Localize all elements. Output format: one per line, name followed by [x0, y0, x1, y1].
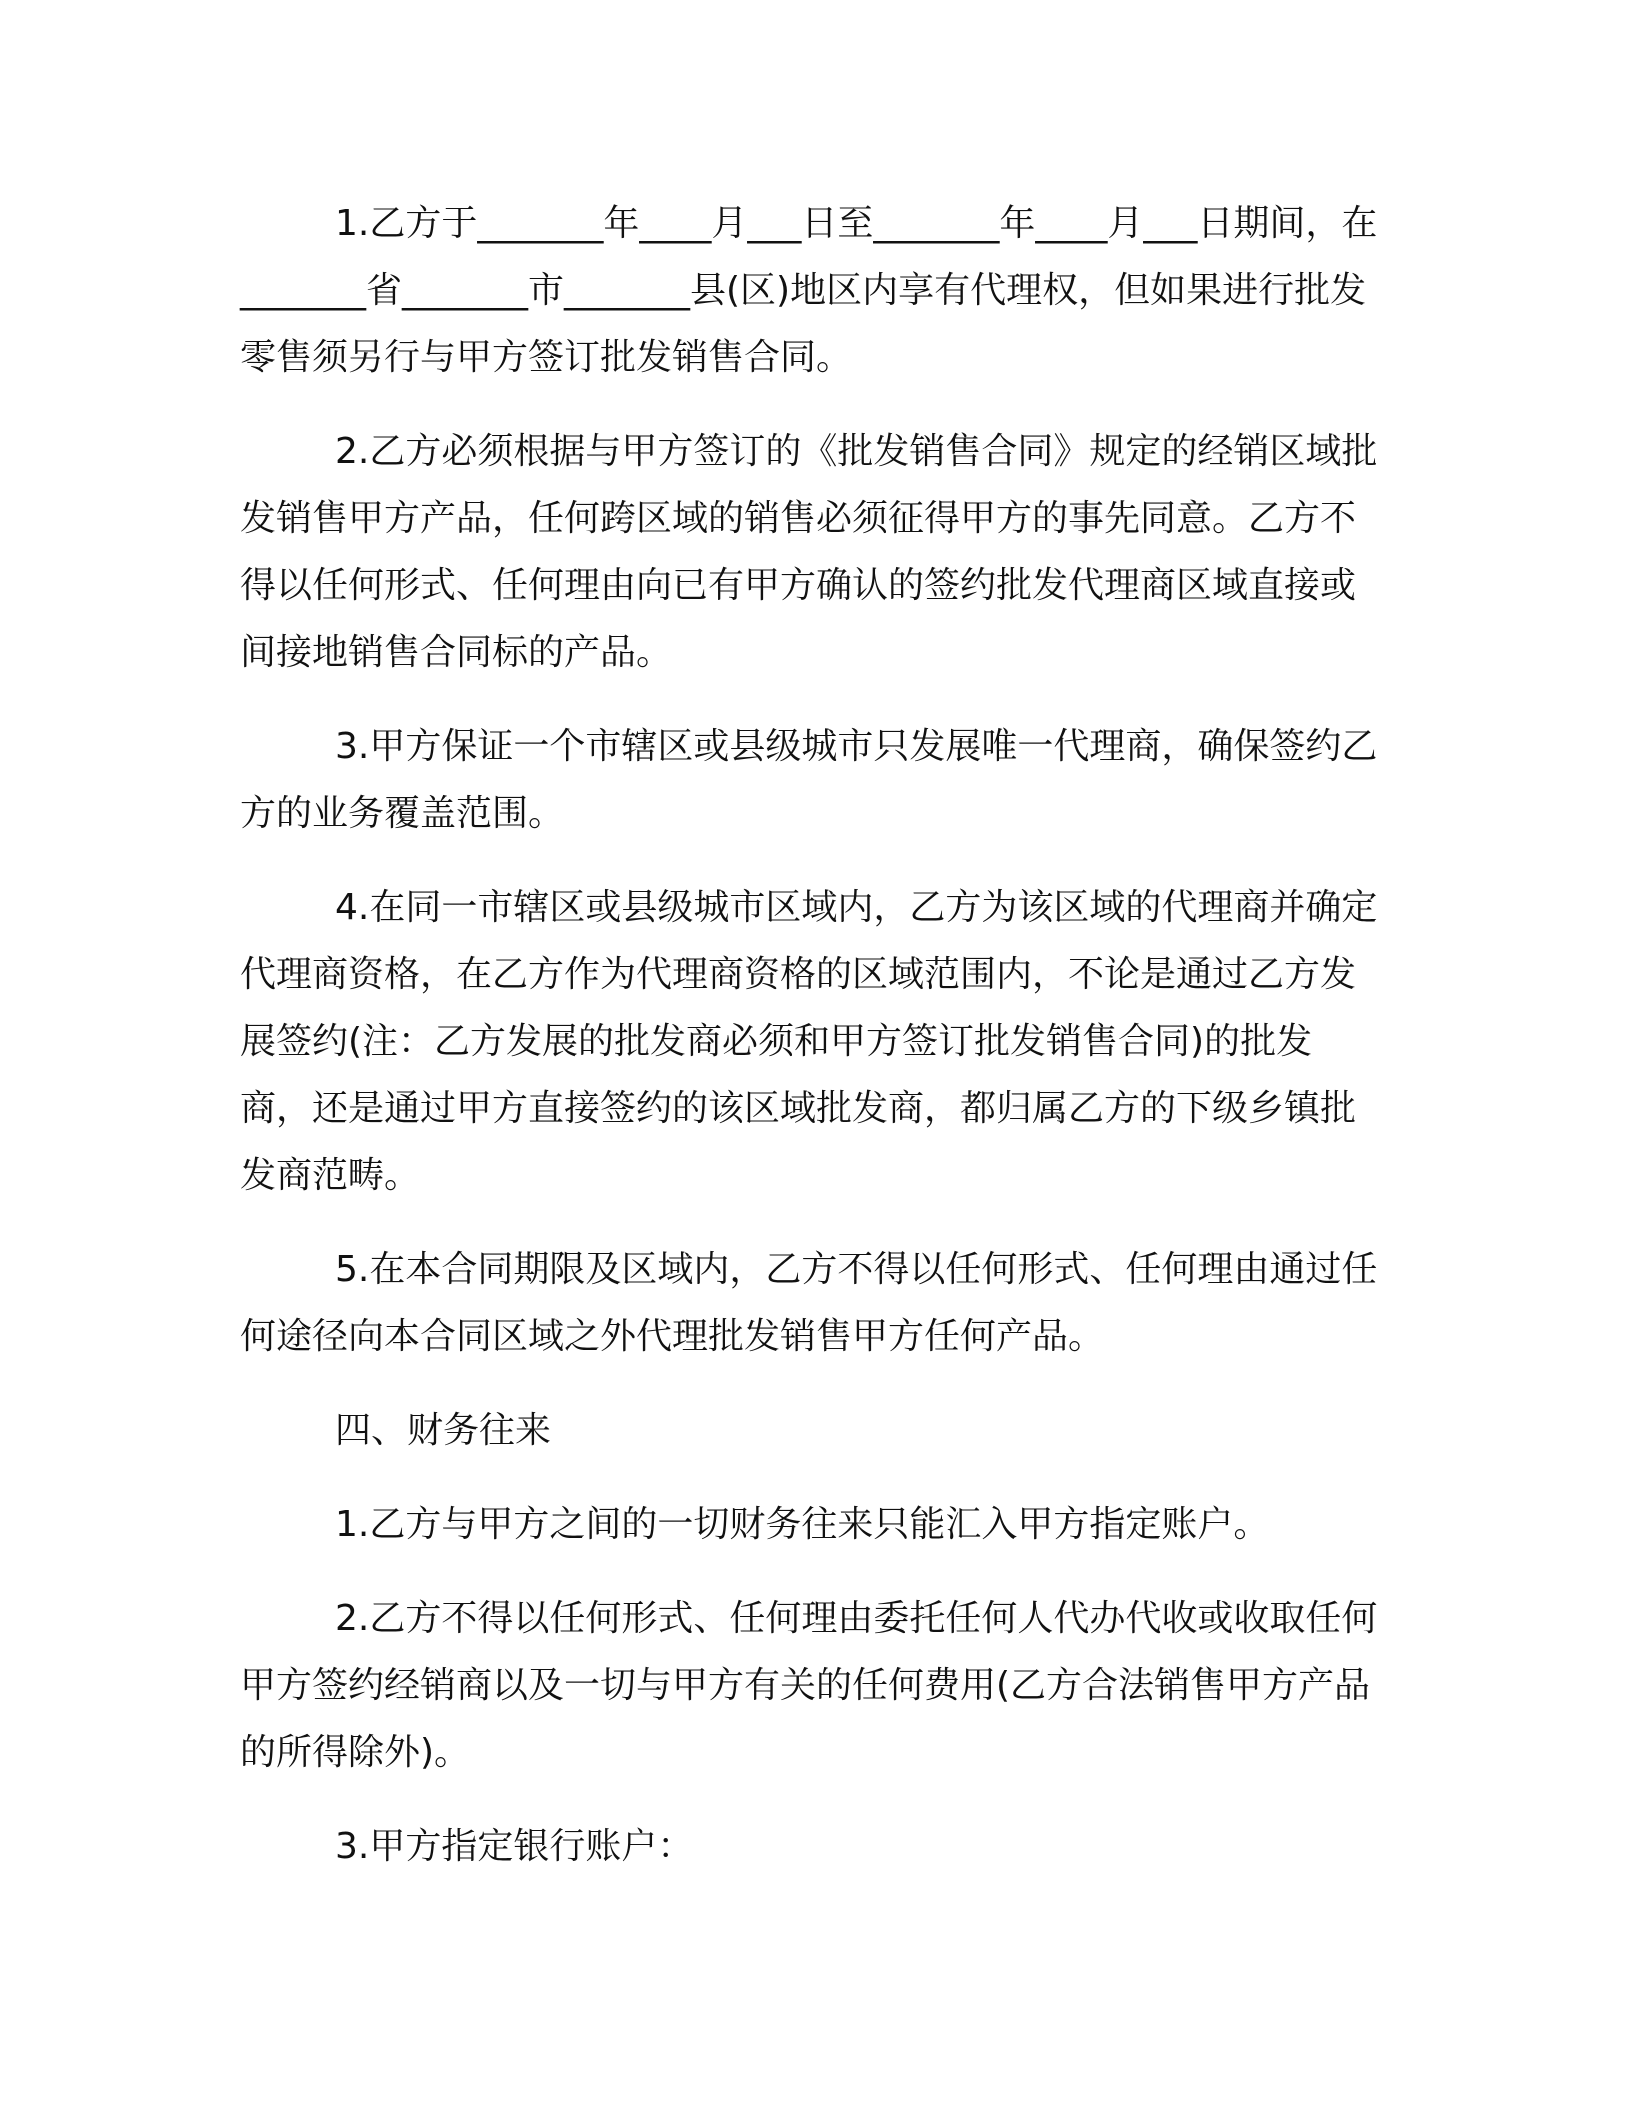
finance-clause-2: 2.乙方不得以任何形式、任何理由委托任何人代办代收或收取任何甲方签约经销商以及一切与甲方有关的任何费用(乙方合法销售甲方产品的所得除外)。	[240, 1598, 1378, 1773]
clause-2-sales-region: 2.乙方必须根据与甲方签订的《批发销售合同》规定的经销区域批发销售甲方产品，任何跨区域的销售必须征得甲方的事先同意。乙方不得以任何形式、任何理由向已有甲方确认的签约批发代理商区域直接或间接地销售合同标的产品。	[240, 431, 1378, 673]
clause-1-agency-period: 1.乙方于_______年____月___日至_______年____月___日期间，在_______省_______市_______县(区)地区内享有代理权，但如果进行批发零售须另行与甲方签订批发销售合同。	[240, 203, 1378, 378]
finance-clause-3: 3.甲方指定银行账户：	[335, 1826, 694, 1867]
clause-5-region-restriction: 5.在本合同期限及区域内，乙方不得以任何形式、任何理由通过任何途径向本合同区域之外代理批发销售甲方任何产品。	[240, 1249, 1378, 1357]
clause-3-unique-agent: 3.甲方保证一个市辖区或县级城市只发展唯一代理商，确保签约乙方的业务覆盖范围。	[240, 726, 1378, 834]
document-body	[240, 190, 1380, 1907]
clause-4-agent-qualification: 4.在同一市辖区或县级城市区域内，乙方为该区域的代理商并确定代理商资格，在乙方作为代理商资格的区域范围内，不论是通过乙方发展签约(注：乙方发展的批发商必须和甲方签订批发销售合同)的批发商，还是通过甲方直接签约的该区域批发商，都归属乙方的下级乡镇批发商范畴。	[240, 887, 1378, 1196]
section-heading-finance: 四、财务往来	[335, 1410, 552, 1451]
finance-clause-1: 1.乙方与甲方之间的一切财务往来只能汇入甲方指定账户。	[335, 1504, 1270, 1545]
